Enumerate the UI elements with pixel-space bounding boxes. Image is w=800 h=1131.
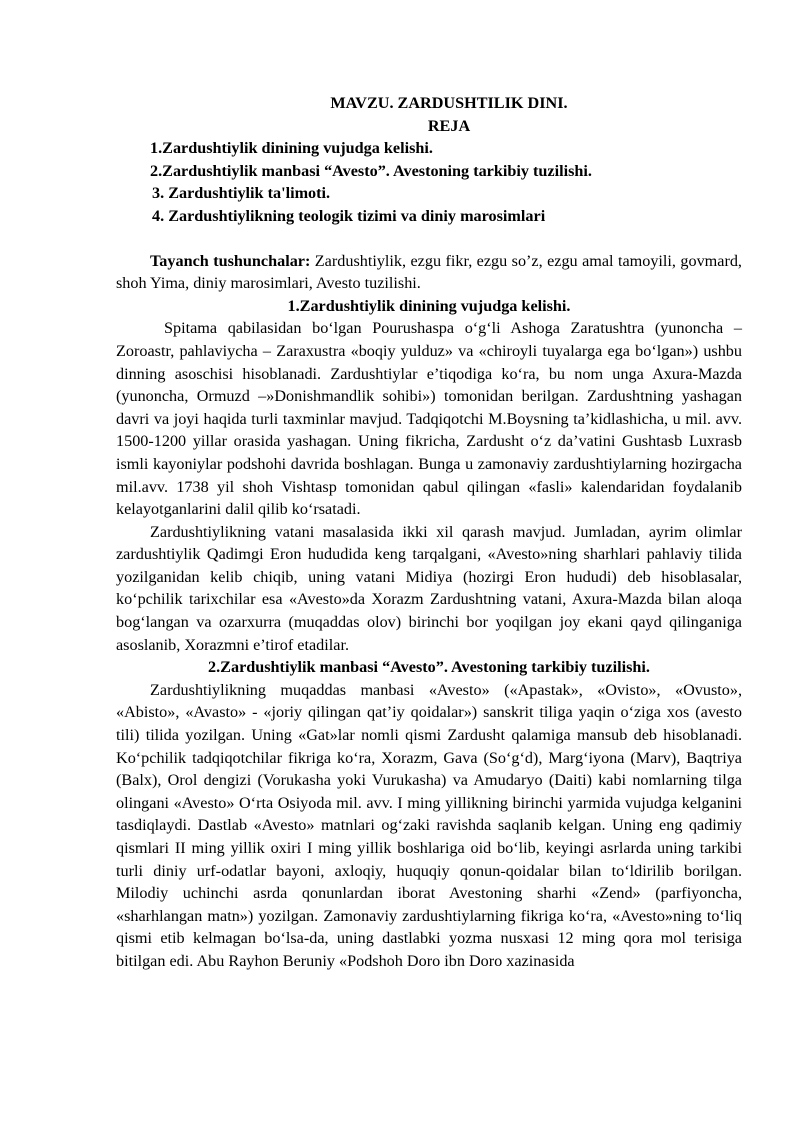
plan-item: 1.Zardushtiylik dinining vujudga kelishi. [150,139,433,158]
document-page [116,92,742,973]
key-terms-text: Zardushtiylik, ezgu fikr, ezgu so’z, ezgu amal tamoyili, govmard, shoh Yima, diniy marosimlari, Avesto tuzilishi. [116,251,742,293]
body-paragraph: Spitama qabilasidan bo‘lgan Pourushaspa o‘g‘li Ashoga Zaratushtra (yunoncha – Zoroastr, pahlaviycha – Zaraxustra «boqiy yulduz» va «chiroyli tuyalarga ega bo‘lgan») ushbu dinning asoschisi hisoblanadi. Zardushtiylar e’tiqodiga ko‘ra, bu nom unga Axura-Mazda (yunoncha, Ormuzd –»Donishmandlik sohibi») tomonidan berilgan. Zardushtning yashagan davri va joyi haqida turli taxminlar mavjud. Tadqiqotchi M.Boysning ta’kidlashicha, u mil. avv. 1500-1200 yillar orasida yashagan. Uning fikricha, Zardusht o‘z da’vatini Gushtasb Luxrasb ismli kayoniylar podshohi davrida boshlagan. Bunga u zamonaviy zardushtiylarning hozirgacha mil.avv. 1738 yil shoh Vishtasp tomonidan qabul qilingan «fasli» kalendaridan foydalanib kelayotganlarini dalil qilib ko‘rsatadi. [116,319,742,519]
plan-item: 3. Zardushtiylik ta'limoti. [152,184,331,203]
key-terms-paragraph [116,250,742,295]
plan-heading: REJA [427,116,471,135]
plan-item: 4. Zardushtiylikning teologik tizimi va diniy marosimlari [152,206,546,225]
document-title: MAVZU. ZARDUSHTILIK DINI. [330,94,568,112]
key-terms-label: Tayanch tushunchalar: [150,251,311,270]
plan-item: 2.Zardushtiylik manbasi “Avesto”. Avestoning tarkibiy tuzilishi. [150,161,592,180]
section-heading: 1.Zardushtiylik dinining vujudga kelishi. [287,296,571,315]
body-paragraph: Zardushtiylikning vatani masalasida ikki xil qarash mavjud. Jumladan, ayrim olimlar zardushtiylik Qadimgi Eron hududida keng tarqalgani, «Avesto»ning sharhlari pahlaviy tilida yozilganidan kelib chiqib, uning vatani Midiya (hozirgi Eron hududi) deb hisoblasalar, ko‘pchilik tarixchilar esa «Avesto»da Xorazm Zardushtning vatani, Axura-Mazda bilan aloqa bog‘langan va ozarxurra (muqaddas olov) birinchi bor yoqilgan joy ekani qayd qilinganiga asoslanib, Xorazmni e’tirof etadilar. [116,522,742,654]
section-heading: 2.Zardushtiylik manbasi “Avesto”. Avestoning tarkibiy tuzilishi. [208,658,650,677]
body-paragraph: Zardushtiylikning muqaddas manbasi «Avesto» («Apastak», «Ovisto», «Ovusto», «Abisto», «Avasto» - «joriy qilingan qat’iy qoidalar») sanskrit tiliga yaqin o‘ziga xos (avesto tili) tilida yozilgan. Uning «Gat»lar nomli qismi Zardusht qalamiga mansub deb hisoblanadi. Ko‘pchilik tadqiqotchilar fikriga ko‘ra, Xorazm, Gava (So‘g‘d), Marg‘iyona (Marv), Baqtriya (Balx), Orol dengizi (Vorukasha yoki Vurukasha) va Amudaryo (Daiti) kabi nomlarning tilga olingani «Avesto» O‘rta Osiyoda mil. avv. I ming yillikning birinchi yarmida vujudga kelganini tasdiqlaydi. Dastlab «Avesto» matnlari og‘zaki ravishda saqlanib kelgan. Uning eng qadimiy qismlari II ming yillik oxiri I ming yillik boshlariga oid bo‘lib, keyingi asrlarda uning tarkibi turli diniy urf-odatlar bayoni, axloqiy, huquqiy qonun-qoidalar bilan to‘ldirilib borilgan. Milodiy uchinchi asrda qonunlardan iborat Avestoning sharhi «Zend» (parfiyoncha, «sharhlangan matn») yozilgan. Zamonaviy zardushtiylarning fikriga ko‘ra, «Avesto»ning to‘liq qismi etib kelmagan bo‘lsa-da, uning dastlabki yozma nusxasi 12 ming qora mol terisiga bitilgan edi. Abu Rayhon Beruniy «Podshoh Doro ibn Doro xazinasida [116,680,742,970]
spacer [116,228,742,250]
plan-list [116,137,742,227]
